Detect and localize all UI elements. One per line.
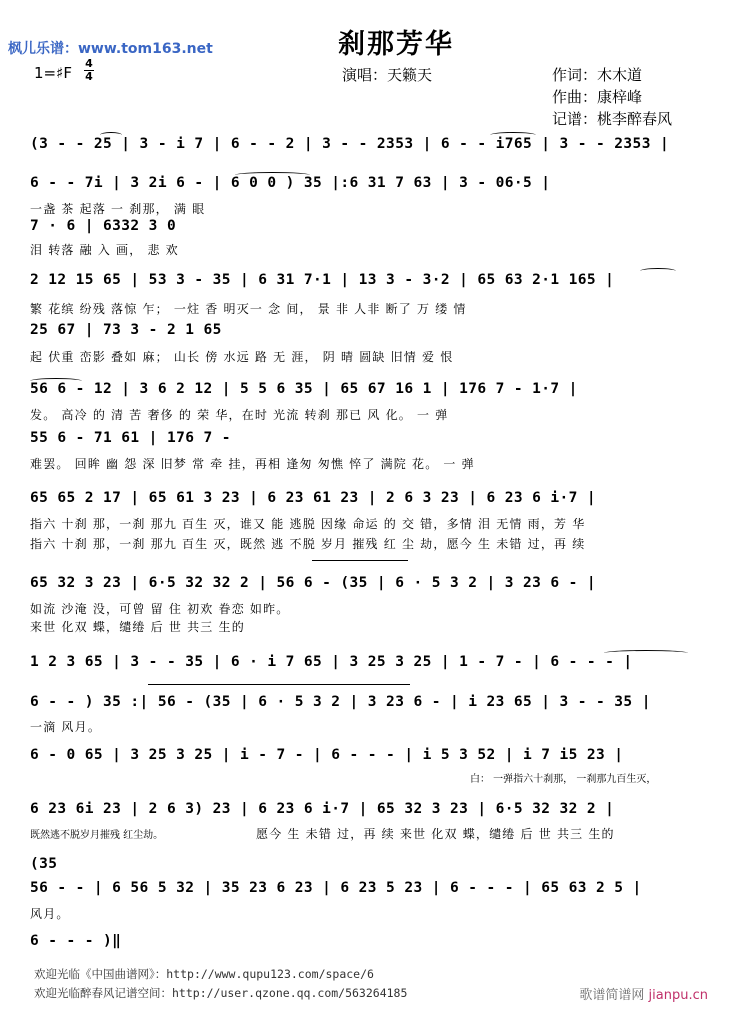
score-row-5b-lyrics: 指六 十刹 那，一刹 那九 百生 灭，既然 逃 不脱 岁月 摧残 红 尘 劫，愿今 生 未错 过，再 续: [30, 537, 586, 551]
score-row-3b-lyrics: 起 伏重 峦影 叠如 麻； 山长 傍 水远 路 无 涯， 阴 晴 圆缺 旧情 爱 恨: [30, 350, 454, 364]
key-signature: 1=♯F: [34, 64, 72, 82]
score-row-6-notes: 65 32 3 23 | 6·5 32 32 2 | 56 6 - (35 | 6 · 5 3 2 | 3 23 6 - |: [30, 575, 597, 591]
score-row-8-lyrics: 一滴 风月。: [30, 720, 102, 734]
score-row-10-notes: 6 23 6i 23 | 2 6 3) 23 | 6 23 6 i·7 | 65 32 3 23 | 6·5 32 32 2 |: [30, 801, 615, 817]
score-row-9-notes: 6 - 0 65 | 3 25 3 25 | i - 7 - | 6 - - - | i 5 3 52 | i 7 i5 23 |: [30, 747, 624, 763]
score-row-3-notes: 2 12 15 65 | 53 3 - 35 | 6 31 7·1 | 13 3 - 3·2 | 65 63 2·1 165 |: [30, 272, 615, 288]
slur: [100, 132, 122, 138]
score-row-2b-notes: 7 · 6 | 6332 3 0: [30, 218, 177, 234]
score-row-11-lyrics: 风月。: [30, 907, 70, 921]
score-row-1-notes: (3 - - 25 | 3 - i 7 | 6 - - 2 | 3 - - 2353 | 6 - - i765 | 3 - - 2353 |: [30, 136, 670, 152]
singer-credit: 演唱：天籁天: [342, 66, 433, 84]
volta-bracket-1: [312, 560, 408, 561]
score-row-4-lyrics: 发。 高冷 的 清 苦 奢侈 的 荣 华，在时 光流 转刹 那已 风 化。 一 弹: [30, 408, 449, 422]
score-row-3b-notes: 25 67 | 73 3 - 2 1 65: [30, 322, 222, 338]
watermark: [579, 984, 708, 1003]
time-signature: [84, 58, 94, 83]
score-row-2-lyrics: 一盏 茶 起落 一 刹那， 满 眼: [30, 202, 206, 216]
footer-line-1: 欢迎光临《中国曲谱网》：http://www.qupu123.com/space/6: [34, 967, 374, 981]
song-title: 刹那芳华: [338, 29, 454, 60]
score-row-5-lyrics: 指六 十刹 那，一刹 那九 百生 灭，谁又 能 逃脱 因缘 命运 的 交 错，多情 泪 无情 雨，芳 华: [30, 517, 586, 531]
score-row-6-lyrics: 如流 沙淹 没，可曾 留 住 初欢 眷恋 如昨。: [30, 602, 290, 616]
slur: [235, 172, 310, 178]
score-row-11-grace: (35: [30, 856, 58, 872]
score-row-6b-lyrics: 来世 化双 蝶，缱绻 后 世 共三 生的: [30, 620, 245, 634]
volta-bracket-2: [148, 684, 410, 685]
transcriber-credit: 记谱：桃李醉春风: [552, 110, 673, 128]
score-row-3-lyrics: 繁 花缤 纷残 落惊 乍； 一炷 香 明灭一 念 间， 景 非 人非 断了 万 缕 情: [30, 302, 467, 316]
score-row-11-notes: 56 - - | 6 56 5 32 | 35 23 6 23 | 6 23 5 23 | 6 - - - | 65 63 2 5 |: [30, 880, 642, 896]
composer-credit: 作曲：康梓峰: [552, 88, 643, 106]
score-row-7-notes: 1 2 3 65 | 3 - - 35 | 6 · i 7 65 | 3 25 3 25 | 1 - 7 - | 6 - - - |: [30, 654, 633, 670]
spoken-line-2: 既然逃不脱岁月摧残 红尘劫。: [30, 830, 164, 841]
time-signature-bottom: 4: [85, 70, 93, 83]
slur: [640, 268, 676, 274]
score-row-5-notes: 65 65 2 17 | 65 61 3 23 | 6 23 61 23 | 2 6 3 23 | 6 23 6 i·7 |: [30, 490, 597, 506]
score-row-4b-lyrics: 难罢。 回眸 幽 怨 深 旧梦 常 牵 挂，再相 逢匆 匆憔 悴了 满院 花。 一 弹: [30, 457, 475, 471]
watermark-left: 歌谱简谱网: [579, 988, 645, 1003]
score-row-10-lyrics: 愿今 生 未错 过，再 续 来世 化双 蝶，缱绻 后 世 共三 生的: [256, 827, 615, 841]
score-row-2b-lyrics: 泪 转落 融 入 画， 悲 欢: [30, 243, 179, 257]
score-row-8-notes: 6 - - ) 35 :| 56 - (35 | 6 · 5 3 2 | 3 23 6 - | i 23 65 | 3 - - 35 |: [30, 694, 651, 710]
time-signature-top: 4: [85, 57, 93, 70]
site-label: 枫儿乐谱：www.tom163.net: [8, 41, 213, 57]
spoken-line-1: 白： 一弹指六十刹那， 一刹那九百生灭，: [470, 774, 657, 785]
footer-line-2: 欢迎光临醉春风记谱空间：http://user.qzone.qq.com/563264185: [34, 986, 408, 1000]
lyricist-credit: 作词：木木道: [552, 66, 643, 84]
score-row-2-notes: 6 - - 7i | 3 2i 6 - | 6 0 0 ) 35 |:6 31 7 63 | 3 - 06·5 |: [30, 175, 551, 191]
score-row-12-notes: 6 - - - )‖: [30, 933, 122, 949]
watermark-right: jianpu.cn: [648, 988, 708, 1003]
slur: [30, 378, 82, 384]
score-row-4b-notes: 55 6 - 71 61 | 176 7 -: [30, 430, 231, 446]
slur: [604, 650, 688, 656]
score-row-4-notes: 56 6 - 12 | 3 6 2 12 | 5 5 6 35 | 65 67 16 1 | 176 7 - 1·7 |: [30, 381, 578, 397]
slur: [490, 132, 536, 138]
